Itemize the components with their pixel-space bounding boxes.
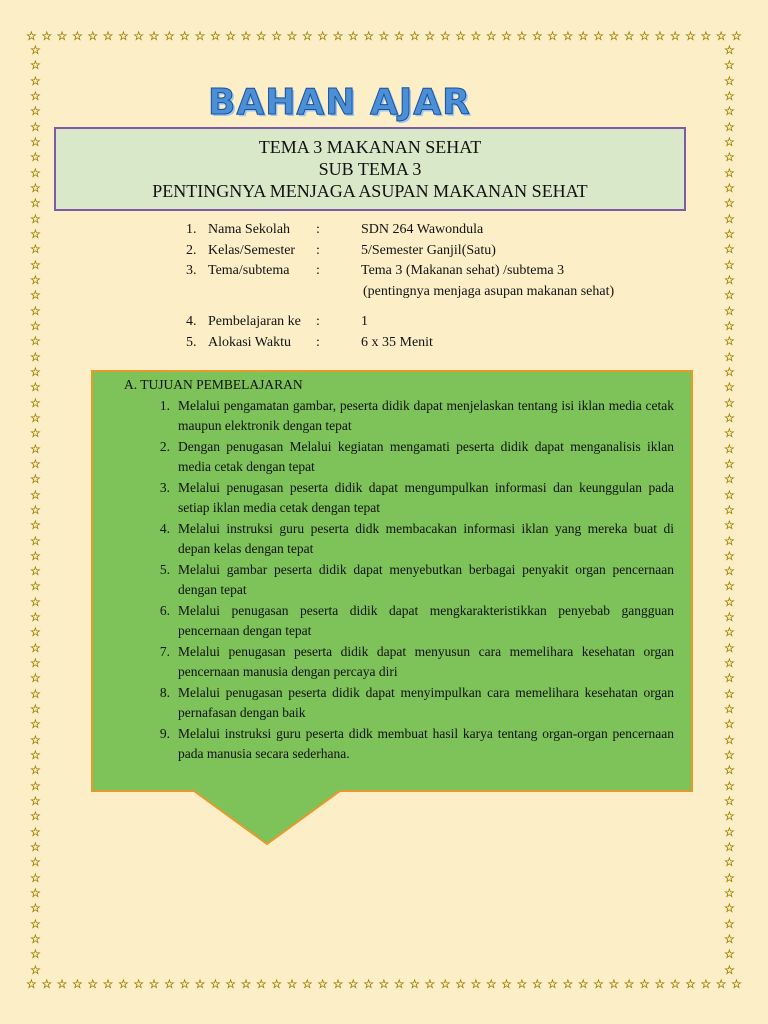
info-number: 2. (186, 242, 197, 258)
star-icon: ☆ (30, 303, 41, 318)
star-icon: ☆ (531, 30, 543, 43)
objective-number: 3. (159, 479, 170, 495)
objective-text: Dengan penugasan Melalui kegiatan mengamati peserta didik dapat menganalisis iklan media cetak dengan tepat (178, 438, 674, 474)
star-icon: ☆ (71, 30, 83, 43)
info-number: 3. (186, 263, 197, 278)
star-icon: ☆ (724, 809, 735, 824)
star-icon: ☆ (700, 30, 712, 43)
star-icon: ☆ (623, 30, 635, 43)
star-icon: ☆ (30, 579, 41, 594)
star-icon: ☆ (30, 610, 41, 625)
star-icon: ☆ (547, 978, 558, 991)
star-icon: ☆ (700, 978, 712, 991)
star-icon: ☆ (724, 932, 735, 947)
star-icon: ☆ (724, 395, 735, 410)
objectives-callout (90, 369, 694, 846)
star-icon: ☆ (724, 778, 735, 793)
star-icon: ☆ (608, 30, 620, 43)
star-icon: ☆ (516, 978, 528, 991)
star-icon: ☆ (654, 978, 666, 991)
star-icon: ☆ (30, 548, 41, 563)
star-icon: ☆ (724, 226, 735, 241)
star-icon: ☆ (179, 30, 191, 43)
star-icon: ☆ (724, 748, 735, 763)
star-icon: ☆ (56, 30, 68, 43)
star-icon: ☆ (485, 30, 497, 43)
objective-item (124, 683, 684, 724)
objective-text: Melalui penugasan peserta didik dapat mengumpulkan informasi dan keunggulan pada setiap iklan media cetak dengan tepat (178, 479, 674, 515)
star-icon: ☆ (148, 978, 160, 991)
star-icon: ☆ (724, 518, 735, 533)
star-icon: ☆ (87, 30, 99, 43)
objective-item (124, 642, 684, 683)
objective-text: Melalui instruksi guru peserta didk membuat hasil karya tentang organ-organ pencernaan pada manusia secara sederhana. (178, 725, 674, 761)
star-icon: ☆ (731, 978, 742, 991)
star-icon: ☆ (393, 978, 405, 991)
star-icon: ☆ (30, 886, 41, 901)
star-icon: ☆ (409, 30, 420, 43)
objective-number: 4. (159, 520, 170, 536)
star-icon: ☆ (30, 748, 41, 763)
star-icon: ☆ (378, 30, 390, 43)
star-icon: ☆ (30, 518, 41, 533)
star-icon: ☆ (724, 426, 735, 441)
star-icon: ☆ (724, 947, 735, 962)
info-colon: : (316, 242, 320, 258)
star-icon: ☆ (30, 349, 41, 364)
star-icon: ☆ (409, 978, 420, 991)
star-icon: ☆ (30, 625, 41, 640)
star-icon: ☆ (30, 932, 41, 947)
star-icon: ☆ (724, 610, 735, 625)
star-icon: ☆ (163, 30, 175, 43)
star-icon: ☆ (30, 564, 41, 579)
star-icon: ☆ (363, 978, 374, 991)
star-icon: ☆ (179, 978, 191, 991)
star-icon: ☆ (724, 564, 735, 579)
star-icon: ☆ (724, 272, 735, 287)
theme-line-3: PENTINGNYA MENJAGA ASUPAN MAKANAN SEHAT (152, 181, 588, 201)
star-icon: ☆ (240, 978, 252, 991)
star-icon: ☆ (30, 88, 41, 103)
star-icon: ☆ (724, 165, 735, 180)
info-value: Tema 3 (Makanan sehat) /subtema 3 (361, 263, 565, 278)
star-icon: ☆ (286, 978, 298, 991)
star-icon: ☆ (30, 272, 41, 287)
star-icon: ☆ (225, 978, 237, 991)
objective-number: 1. (159, 397, 170, 413)
objective-text: Melalui pengamatan gambar, peserta didik dapat menjelaskan tentang isi iklan media cetak maupun elektronik dengan tepat (178, 397, 674, 433)
star-icon: ☆ (102, 978, 114, 991)
star-icon: ☆ (724, 456, 735, 471)
theme-line-1: TEMA 3 MAKANAN SEHAT (258, 137, 482, 157)
star-icon: ☆ (685, 978, 696, 991)
star-icon: ☆ (378, 978, 390, 991)
star-icon: ☆ (724, 334, 735, 349)
objective-text: Melalui penugasan peserta didik dapat menyusun cara memelihara kesehatan organ pencernaan manusia dengan percaya diri (178, 643, 674, 679)
star-icon: ☆ (724, 364, 735, 379)
objective-number: 8. (159, 684, 170, 700)
objective-item (124, 601, 684, 642)
star-icon: ☆ (724, 44, 735, 57)
star-icon: ☆ (317, 30, 328, 43)
star-icon: ☆ (30, 180, 41, 195)
star-icon: ☆ (30, 196, 41, 211)
star-border-left (30, 44, 44, 976)
objective-text: Melalui instruksi guru peserta didk membacakan informasi iklan yang mereka buat di depan kelas dengan tepat (178, 520, 674, 556)
star-icon: ☆ (724, 134, 735, 149)
objectives-content (124, 375, 684, 765)
star-icon: ☆ (30, 686, 41, 701)
star-icon: ☆ (133, 978, 145, 991)
star-icon: ☆ (724, 594, 735, 609)
objective-item (124, 724, 684, 765)
star-icon: ☆ (669, 978, 681, 991)
star-icon: ☆ (724, 916, 735, 931)
star-icon: ☆ (240, 30, 252, 43)
star-icon: ☆ (547, 30, 558, 43)
info-row-lesson (186, 312, 614, 333)
objectives-heading: A. TUJUAN PEMBELAJARAN (124, 377, 303, 392)
star-icon: ☆ (30, 58, 41, 73)
star-icon: ☆ (724, 870, 735, 885)
star-icon: ☆ (30, 257, 41, 272)
star-icon: ☆ (724, 625, 735, 640)
star-icon: ☆ (724, 104, 735, 119)
info-value: 6 x 35 Menit (361, 334, 433, 350)
star-icon: ☆ (393, 30, 405, 43)
info-number: 5. (186, 334, 197, 350)
objective-number: 6. (159, 602, 170, 618)
star-icon: ☆ (30, 44, 41, 57)
star-icon: ☆ (41, 978, 53, 991)
star-icon: ☆ (317, 978, 328, 991)
star-icon: ☆ (562, 30, 574, 43)
objective-item (124, 396, 684, 437)
star-icon: ☆ (724, 717, 735, 732)
star-icon: ☆ (731, 30, 742, 43)
star-icon: ☆ (531, 978, 543, 991)
star-icon: ☆ (30, 395, 41, 410)
star-icon: ☆ (30, 640, 41, 655)
star-icon: ☆ (30, 794, 41, 809)
objective-item (124, 478, 684, 519)
info-colon: : (316, 314, 320, 329)
info-label: Kelas/Semester (208, 242, 296, 258)
info-row-class (186, 241, 614, 262)
info-label: Tema/subtema (208, 263, 290, 278)
star-icon: ☆ (715, 978, 727, 991)
star-icon: ☆ (209, 978, 221, 991)
star-icon: ☆ (271, 978, 283, 991)
objective-number: 5. (159, 561, 170, 577)
info-theme-continuation: (pentingnya menjaga asupan makanan sehat) (363, 283, 615, 299)
star-icon: ☆ (724, 349, 735, 364)
star-icon: ☆ (30, 165, 41, 180)
info-colon: : (316, 222, 320, 237)
info-value: SDN 264 Wawondula (361, 222, 484, 237)
star-icon: ☆ (724, 840, 735, 855)
objective-text: Melalui penugasan peserta didik dapat menyimpulkan cara memelihara kesehatan organ pernafasan dengan baik (178, 684, 674, 720)
star-icon: ☆ (255, 978, 267, 991)
star-icon: ☆ (194, 978, 206, 991)
star-icon: ☆ (30, 656, 41, 671)
star-icon: ☆ (724, 640, 735, 655)
star-icon: ☆ (724, 242, 735, 257)
star-icon: ☆ (30, 809, 41, 824)
objective-item (124, 437, 684, 478)
star-icon: ☆ (30, 732, 41, 747)
star-icon: ☆ (501, 30, 512, 43)
star-icon: ☆ (30, 502, 41, 517)
star-icon: ☆ (30, 671, 41, 686)
star-icon: ☆ (724, 318, 735, 333)
star-icon: ☆ (56, 978, 68, 991)
star-icon: ☆ (26, 30, 37, 43)
star-icon: ☆ (485, 978, 497, 991)
star-icon: ☆ (30, 947, 41, 962)
star-icon: ☆ (30, 242, 41, 257)
star-icon: ☆ (102, 30, 114, 43)
star-icon: ☆ (724, 579, 735, 594)
star-icon: ☆ (30, 870, 41, 885)
star-icon: ☆ (163, 978, 175, 991)
star-icon: ☆ (639, 30, 650, 43)
star-icon: ☆ (724, 855, 735, 870)
objective-text: Melalui gambar peserta didik dapat menyebutkan berbagai penyakit organ pencernaan dengan tepat (178, 561, 674, 597)
star-icon: ☆ (30, 840, 41, 855)
star-icon: ☆ (332, 978, 344, 991)
star-icon: ☆ (724, 487, 735, 502)
star-icon: ☆ (30, 533, 41, 548)
star-icon: ☆ (30, 150, 41, 165)
star-icon: ☆ (225, 30, 237, 43)
info-colon: : (316, 334, 320, 350)
star-icon: ☆ (117, 978, 129, 991)
star-icon: ☆ (724, 180, 735, 195)
star-icon: ☆ (133, 30, 145, 43)
star-icon: ☆ (30, 364, 41, 379)
star-icon: ☆ (654, 30, 666, 43)
info-colon: : (316, 263, 320, 278)
star-icon: ☆ (470, 30, 482, 43)
info-label: Alokasi Waktu (208, 334, 291, 350)
star-icon: ☆ (301, 30, 313, 43)
star-icon: ☆ (577, 30, 589, 43)
star-icon: ☆ (30, 778, 41, 793)
star-icon: ☆ (724, 901, 735, 916)
info-row-time (186, 333, 614, 354)
star-icon: ☆ (593, 30, 604, 43)
star-icon: ☆ (194, 30, 206, 43)
info-value: 1 (361, 314, 368, 329)
star-icon: ☆ (724, 533, 735, 548)
star-icon: ☆ (724, 686, 735, 701)
star-icon: ☆ (424, 30, 436, 43)
info-number: 1. (186, 222, 197, 237)
objective-number: 7. (159, 643, 170, 659)
star-icon: ☆ (30, 472, 41, 487)
star-icon: ☆ (30, 855, 41, 870)
star-icon: ☆ (30, 426, 41, 441)
star-icon: ☆ (30, 916, 41, 931)
star-icon: ☆ (724, 58, 735, 73)
info-label: Nama Sekolah (208, 222, 291, 237)
star-icon: ☆ (724, 732, 735, 747)
star-icon: ☆ (577, 978, 589, 991)
star-icon: ☆ (724, 763, 735, 778)
star-icon: ☆ (724, 886, 735, 901)
star-icon: ☆ (724, 794, 735, 809)
objective-item (124, 519, 684, 560)
info-row-theme (186, 261, 614, 282)
star-icon: ☆ (439, 978, 451, 991)
page-title: BAHAN AJAR (208, 82, 471, 123)
star-icon: ☆ (455, 30, 466, 43)
star-icon: ☆ (117, 30, 129, 43)
star-icon: ☆ (501, 978, 512, 991)
star-icon: ☆ (724, 671, 735, 686)
star-icon: ☆ (593, 978, 604, 991)
star-icon: ☆ (30, 211, 41, 226)
star-icon: ☆ (724, 196, 735, 211)
star-icon: ☆ (724, 73, 735, 88)
star-icon: ☆ (639, 978, 650, 991)
star-icon: ☆ (30, 456, 41, 471)
star-icon: ☆ (148, 30, 160, 43)
star-icon: ☆ (724, 702, 735, 717)
star-icon: ☆ (30, 824, 41, 839)
info-row-school (186, 220, 614, 241)
star-icon: ☆ (455, 978, 466, 991)
info-list (186, 220, 614, 353)
star-icon: ☆ (71, 978, 83, 991)
star-icon: ☆ (30, 702, 41, 717)
star-icon: ☆ (470, 978, 482, 991)
star-border-right (724, 44, 738, 976)
star-icon: ☆ (30, 288, 41, 303)
star-icon: ☆ (724, 824, 735, 839)
star-icon: ☆ (30, 73, 41, 88)
star-icon: ☆ (30, 226, 41, 241)
star-icon: ☆ (30, 441, 41, 456)
star-icon: ☆ (30, 487, 41, 502)
objective-item (124, 560, 684, 601)
star-icon: ☆ (715, 30, 727, 43)
star-icon: ☆ (286, 30, 298, 43)
star-icon: ☆ (363, 30, 374, 43)
star-icon: ☆ (30, 119, 41, 134)
star-icon: ☆ (724, 119, 735, 134)
star-icon: ☆ (424, 978, 436, 991)
theme-line-2: SUB TEMA 3 (318, 159, 422, 179)
star-icon: ☆ (724, 962, 735, 976)
star-icon: ☆ (516, 30, 528, 43)
star-icon: ☆ (332, 30, 344, 43)
info-value: 5/Semester Ganjil(Satu) (361, 242, 496, 258)
star-icon: ☆ (301, 978, 313, 991)
star-icon: ☆ (30, 104, 41, 119)
star-icon: ☆ (724, 303, 735, 318)
objective-number: 2. (159, 438, 170, 454)
star-icon: ☆ (30, 763, 41, 778)
star-icon: ☆ (30, 901, 41, 916)
star-icon: ☆ (439, 30, 451, 43)
star-icon: ☆ (724, 257, 735, 272)
star-icon: ☆ (30, 717, 41, 732)
star-icon: ☆ (347, 978, 359, 991)
star-icon: ☆ (30, 594, 41, 609)
theme-box (54, 127, 686, 211)
star-icon: ☆ (30, 962, 41, 976)
star-icon: ☆ (724, 88, 735, 103)
star-icon: ☆ (30, 380, 41, 395)
star-icon: ☆ (271, 30, 283, 43)
star-icon: ☆ (724, 150, 735, 165)
info-number: 4. (186, 314, 197, 329)
star-icon: ☆ (87, 978, 99, 991)
star-icon: ☆ (623, 978, 635, 991)
star-icon: ☆ (724, 548, 735, 563)
star-icon: ☆ (41, 30, 53, 43)
star-icon: ☆ (724, 656, 735, 671)
star-icon: ☆ (26, 978, 37, 991)
star-icon: ☆ (724, 288, 735, 303)
star-icon: ☆ (209, 30, 221, 43)
star-icon: ☆ (724, 502, 735, 517)
star-icon: ☆ (669, 30, 681, 43)
star-icon: ☆ (724, 441, 735, 456)
star-icon: ☆ (562, 978, 574, 991)
star-border-bottom (26, 978, 742, 992)
star-icon: ☆ (685, 30, 696, 43)
star-icon: ☆ (724, 211, 735, 226)
star-border-top (26, 30, 742, 44)
star-icon: ☆ (30, 134, 41, 149)
objective-text: Melalui penugasan peserta didik dapat mengkarakteristikkan penyebab gangguan pencernaan dengan tepat (178, 602, 674, 638)
star-icon: ☆ (724, 472, 735, 487)
star-icon: ☆ (30, 410, 41, 425)
star-icon: ☆ (608, 978, 620, 991)
star-icon: ☆ (347, 30, 359, 43)
star-icon: ☆ (724, 410, 735, 425)
star-icon: ☆ (724, 380, 735, 395)
objective-number: 9. (159, 725, 170, 741)
info-label: Pembelajaran ke (208, 314, 301, 329)
star-icon: ☆ (30, 318, 41, 333)
star-icon: ☆ (30, 334, 41, 349)
star-icon: ☆ (255, 30, 267, 43)
